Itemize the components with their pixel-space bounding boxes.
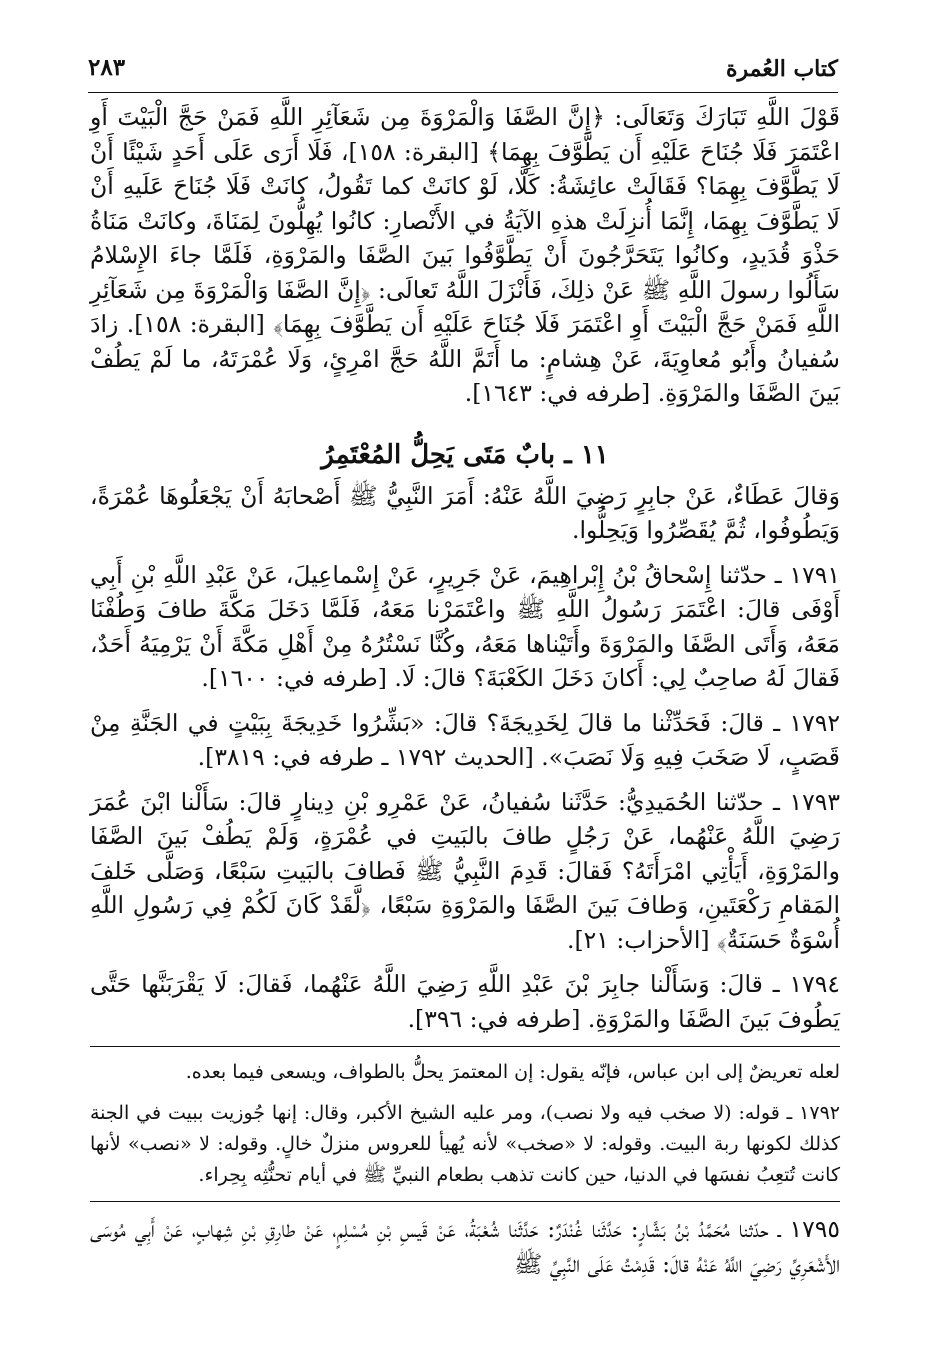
chapter-title: ١١ ـ بابٌ مَتَى يَحِلُّ المُعْتَمِرُ	[321, 439, 609, 470]
notes-divider	[90, 1046, 840, 1047]
hadith-1791: ١٧٩١ ـ حدّثنا إِسْحاقُ بْنُ إِبْراهِيمَ، عَنْ جَرِيرٍ، عَنْ إِسْماعِيلَ، عَنْ عَبْدِ اللَّهِ بْنِ أَبِي أَوْفَى قالَ: اعْتَمَرَ رَسُولُ اللَّهِ ﷺ واعْتَمَرْنا مَعَهُ، فَلَمَّا دَخَلَ مَكَّةَ طافَ وَطُفْنَا مَعَهُ، وَأَتَى الصَّفَا والمَرْوَةَ وأَتَيْناها مَعَهُ، وكُنَّا نَسْتُرُهُ مِنْ أَهْلِ مَكَّةَ أَنْ يَرْمِيَهُ أَحَدٌ، فَقالَ لَهُ صاحِبٌ لِي: أَكانَ دَخَلَ الكَعْبَةَ؟ قالَ: لَا. [طرفه في: ١٦٠٠].	[90, 560, 841, 692]
hadith-1792: ١٧٩٢ ـ قالَ: فَحَدِّثْنا ما قالَ لِخَدِيجَةَ؟ قالَ: «بَشِّرُوا خَدِيجَةَ بِبَيْتٍ في الجَنَّةِ مِنْ قَصَبٍ، لَا صَخَبَ فِيهِ وَلَا نَصَبَ». [الحديث ١٧٩٢ ـ طرفه في: ٣٨١٩].	[90, 708, 840, 771]
notes-end-divider	[90, 1201, 840, 1202]
hadith-1795: ١٧٩٥ ـ حدّثنا مُحَمَّدُ بْنُ بَشَّارٍ: حَدَّثَنا غُنْدَرٌ: حَدَّثَنا شُعْبَةُ، عَنْ قَيسِ بْنِ مُسْلِمٍ، عَنْ طارِقِ بْنِ شِهابٍ، عَنْ أَبِي مُوسَى الأَشْعَرِيِّ رَضِيَ اللَّهُ عَنْهُ قالَ: قَدِمْتُ عَلَى النَّبِيِّ ﷺ	[90, 1215, 840, 1278]
note-2: ١٧٩٢ ـ قوله: (لا صخب فيه ولا نصب)، ومر عليه الشيخ الأكبر، وقال: إنها جُوزيت ببيت في الجنة كذلك لكونها ربة البيت. وقوله: لا «صخب» لأنه يُهيأ للعروس منزلٌ خالٍ. وقوله: لا «نصب» لأنها كانت تُتعِبُ نفسَها في الدنيا، حين كانت تذهب بطعام النبيِّ ﷺ في أيام تحنُّثِه بِحِراء.	[90, 1102, 840, 1186]
hadith-1794: ١٧٩٤ ـ قالَ: وَسَأَلْنا جابِرَ بْنَ عَبْدِ اللَّهِ رَضِيَ اللَّهُ عَنْهُما، فَقالَ: لَا يَقْرَبَنَّها حَتَّى يَطُوفَ بَينَ الصَّفَا والمَرْوَةِ. [طرفه في: ٣٩٦].	[90, 970, 840, 1033]
page-number: ٢٨٣	[88, 54, 126, 81]
hadith-1793: ١٧٩٣ ـ حدّثنا الحُمَيدِيُّ: حَدَّثَنا سُفيانُ، عَنْ عَمْرِو بْنِ دِينارٍ قالَ: سَأَلْنا ابْنَ عُمَرَ رَضِيَ اللَّهُ عَنْهُما، عَنْ رَجُلٍ طافَ بالبَيتِ في عُمْرَةٍ، وَلَمْ يَطُفْ بَينَ الصَّفَا والمَرْوَةِ، أَيَأْتِي امْرَأَتَهُ؟ فَقالَ: قَدِمَ النَّبِيُّ ﷺ فَطافَ بالبَيتِ سَبْعًا، وَصَلَّى خَلفَ المَقامِ رَكْعَتَينِ، وَطافَ بَينَ الصَّفَا والمَرْوَةِ سَبْعًا، ﴿لَّقَدْ كَانَ لَكُمْ فِي رَسُولِ اللَّهِ أُسْوَةٌ حَسَنَةٌ﴾ [الأحزاب: ٢١].	[90, 787, 840, 954]
page-body	[90, 100, 840, 1281]
page-header	[88, 52, 838, 93]
note-1: لعله تعريضٌ إلى ابن عباس، فإنّه يقول: إن المعتمرَ يحلُّ بالطواف، ويسعى فيما بعده.	[185, 1061, 840, 1083]
ata-paragraph: وَقالَ عَطَاءٌ، عَنْ جابِرٍ رَضِيَ اللَّهُ عَنْهُ: أَمَرَ النَّبِيُّ ﷺ أَصْحابَهُ أَنْ يَجْعَلُوهَا عُمْرَةً، وَيَطُوفُوا، ثُمَّ يُقَصِّرُوا وَيَحِلُّوا.	[90, 481, 840, 544]
book-title: كتاب العُمرة	[726, 56, 838, 82]
intro-paragraph: قَوْلَ اللَّهِ تَبَارَكَ وَتَعَالَى: ﴿إِنَّ الصَّفَا وَالْمَرْوَةَ مِن شَعَآئِرِ اللَّهِ فَمَنْ حَجَّ الْبَيْتَ أَوِ اعْتَمَرَ فَلَا جُنَاحَ عَلَيْهِ أَن يَطَّوَّفَ بِهِمَا﴾ [البقرة: ١٥٨]، فَلَا أَرَى عَلَى أَحَدٍ شَيْئًا أَنْ لَا يَطَّوَّفَ بِهِمَا؟ فَقَالَتْ عائِشَةُ: كَلَّا، لَوْ كانَتْ كما تَقُولُ، كانَتْ فَلَا جُنَاحَ عَلَيهِ أَنْ لَا يَطَّوَّفَ بِهِمَا، إِنَّمَا أُنزِلَتْ هذهِ الآيَةُ في الأَنْصارِ: كانُوا يُهِلُّونَ لِمَنَاةَ، وكانَتْ مَنَاةُ حَذْوَ قُدَيدٍ، وكانُوا يَتَحَرَّجُونَ أَنْ يَطَّوَّفُوا بَينَ الصَّفَا والمَرْوَةِ، فَلَمَّا جاءَ الإِسْلامُ سَأَلُوا رسولَ اللَّهِ ﷺ عَنْ ذلِكَ، فَأَنْزَلَ اللَّهُ تَعالَى: ﴿إِنَّ الصَّفَا وَالْمَرْوَةَ مِن شَعَآئِرِ اللَّهِ فَمَنْ حَجَّ الْبَيْتَ أَوِ اعْتَمَرَ فَلَا جُنَاحَ عَلَيْهِ أَن يَطَّوَّفَ بِهِمَا﴾ [البقرة: ١٥٨]. زادَ سُفيانُ وأَبُو مُعاوِيَةَ، عَنْ هِشامٍ: ما أَتَمَّ اللَّهُ حَجَّ امْرِئٍ، وَلَا عُمْرَتَهُ، ما لَمْ يَطُفْ بَينَ الصَّفَا والمَرْوَةِ. [طرفه في: ١٦٤٣].	[90, 103, 841, 407]
